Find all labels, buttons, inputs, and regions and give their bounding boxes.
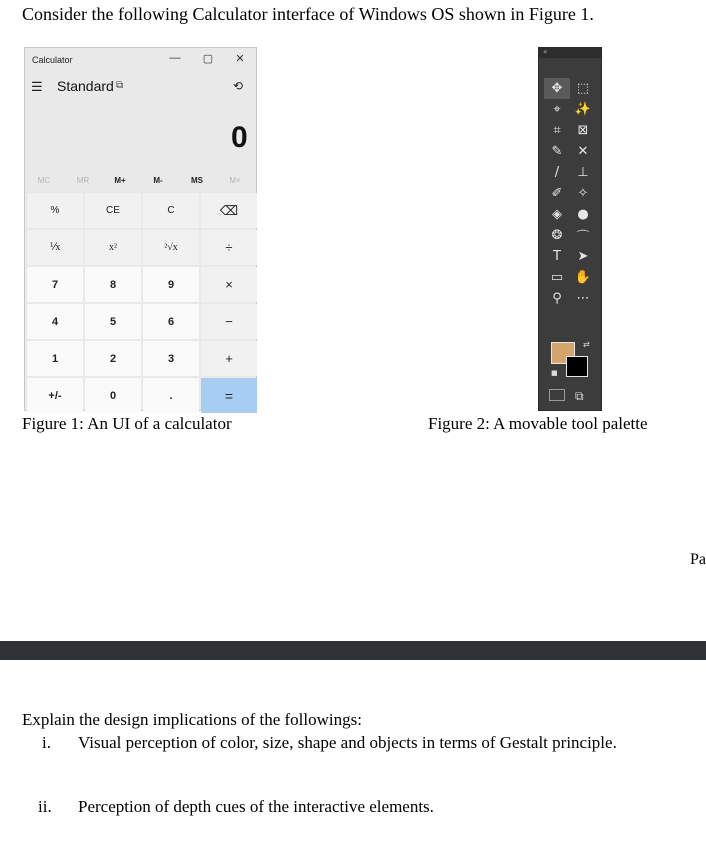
digit-1-button[interactable]: 1 <box>27 341 83 376</box>
clone-stamp-icon[interactable]: ⊥ <box>577 165 589 180</box>
quick-mask-icon[interactable] <box>549 389 565 401</box>
path-selection-icon[interactable]: ➤ <box>577 249 589 264</box>
calculator-window <box>24 47 257 411</box>
maximize-button[interactable]: ▢ <box>202 53 214 65</box>
minimize-button[interactable]: — <box>169 52 181 64</box>
default-colors-icon[interactable]: ■ <box>551 369 558 377</box>
window-title: Calculator <box>32 55 73 65</box>
square-button[interactable]: x² <box>85 230 141 265</box>
screen-mode-icon[interactable]: ⧉ <box>575 389 584 403</box>
backspace-button[interactable]: ⌫ <box>201 193 257 228</box>
eraser-icon[interactable]: ✧ <box>577 186 589 201</box>
move-tool-icon[interactable]: ✥ <box>544 78 570 99</box>
digit-6-button[interactable]: 6 <box>143 304 199 339</box>
decimal-button[interactable]: . <box>143 378 199 413</box>
mode-title: Standard <box>57 78 114 94</box>
page-edge-text: Pa <box>690 551 706 568</box>
memory-list-button[interactable]: M˅ <box>229 176 241 185</box>
healing-brush-icon[interactable]: ✕ <box>577 144 589 159</box>
hand-tool-icon[interactable]: ✋ <box>574 270 592 285</box>
digit-8-button[interactable]: 8 <box>85 267 141 302</box>
pen-tool-icon[interactable]: ⌒ <box>576 230 590 245</box>
add-button[interactable]: + <box>201 341 257 376</box>
negate-button[interactable]: +/- <box>27 378 83 413</box>
crop-tool-icon[interactable]: ⌗ <box>553 123 561 138</box>
history-brush-icon[interactable]: ✐ <box>551 186 563 201</box>
digit-2-button[interactable]: 2 <box>85 341 141 376</box>
zoom-tool-icon[interactable]: ⚲ <box>552 291 562 306</box>
question-intro: Explain the design implications of the followings: <box>22 710 362 729</box>
calculator-display: 0 <box>231 121 248 154</box>
brush-tool-icon[interactable]: / <box>554 165 560 180</box>
memory-add-button[interactable]: M+ <box>114 176 126 185</box>
item-text: Perception of depth cues of the interactive elements. <box>78 797 434 816</box>
close-button[interactable]: ✕ <box>235 53 245 65</box>
digit-3-button[interactable]: 3 <box>143 341 199 376</box>
paint-bucket-icon[interactable]: ◈ <box>552 207 562 222</box>
percent-button[interactable]: % <box>27 193 83 228</box>
digit-4-button[interactable]: 4 <box>27 304 83 339</box>
divide-button[interactable]: ÷ <box>201 230 257 265</box>
dodge-tool-icon[interactable]: ❂ <box>551 228 563 243</box>
digit-5-button[interactable]: 5 <box>85 304 141 339</box>
eyedropper-icon[interactable]: ✎ <box>551 144 563 159</box>
memory-store-button[interactable]: MS <box>191 176 203 185</box>
digit-9-button[interactable]: 9 <box>143 267 199 302</box>
multiply-button[interactable]: × <box>201 267 257 302</box>
more-tools-icon[interactable]: ⋯ <box>576 291 590 306</box>
memory-subtract-button[interactable]: M- <box>153 176 163 185</box>
intro-text: Consider the following Calculator interface of Windows OS shown in Figure 1. <box>22 4 594 24</box>
item-text: Visual perception of color, size, shape and objects in terms of Gestalt principle. <box>78 733 617 752</box>
palette-title-bar[interactable] <box>539 48 601 58</box>
history-icon[interactable]: ⟲ <box>233 79 244 93</box>
item-number: i. <box>42 733 51 752</box>
clear-button[interactable]: C <box>143 193 199 228</box>
keypad <box>27 193 255 413</box>
marquee-tool-icon[interactable]: ⬚ <box>576 81 590 96</box>
tool-palette[interactable] <box>538 47 602 411</box>
page-separator-bar <box>0 641 706 660</box>
lasso-tool-icon[interactable]: ⌖ <box>553 102 561 117</box>
rectangle-tool-icon[interactable]: ▭ <box>550 270 564 285</box>
hamburger-icon[interactable]: ☰ <box>31 79 43 94</box>
keep-on-top-icon[interactable]: ⧉ <box>116 80 124 91</box>
swap-colors-icon[interactable]: ⇄ <box>583 340 590 349</box>
item-number: ii. <box>38 797 52 816</box>
figure2-caption: Figure 2: A movable tool palette <box>428 414 648 433</box>
digit-7-button[interactable]: 7 <box>27 267 83 302</box>
square-root-button[interactable]: ²√x <box>143 230 199 265</box>
clear-entry-button[interactable]: CE <box>85 193 141 228</box>
background-color-swatch[interactable] <box>566 356 588 377</box>
collapse-icon[interactable]: « <box>543 48 548 56</box>
blur-tool-icon[interactable]: ● <box>577 207 589 222</box>
figure1-caption: Figure 1: An UI of a calculator <box>22 414 232 433</box>
memory-recall-button[interactable]: MR <box>76 176 90 185</box>
tool-grid <box>544 78 596 309</box>
subtract-button[interactable]: − <box>201 304 257 339</box>
equals-button[interactable]: = <box>201 378 257 413</box>
magic-wand-icon[interactable]: ✨ <box>574 102 592 117</box>
frame-tool-icon[interactable]: ⊠ <box>577 123 589 138</box>
reciprocal-button[interactable]: ⅟x <box>27 230 83 265</box>
type-tool-icon[interactable]: T <box>553 249 561 264</box>
memory-clear-button[interactable]: MC <box>37 176 51 185</box>
digit-0-button[interactable]: 0 <box>85 378 141 413</box>
